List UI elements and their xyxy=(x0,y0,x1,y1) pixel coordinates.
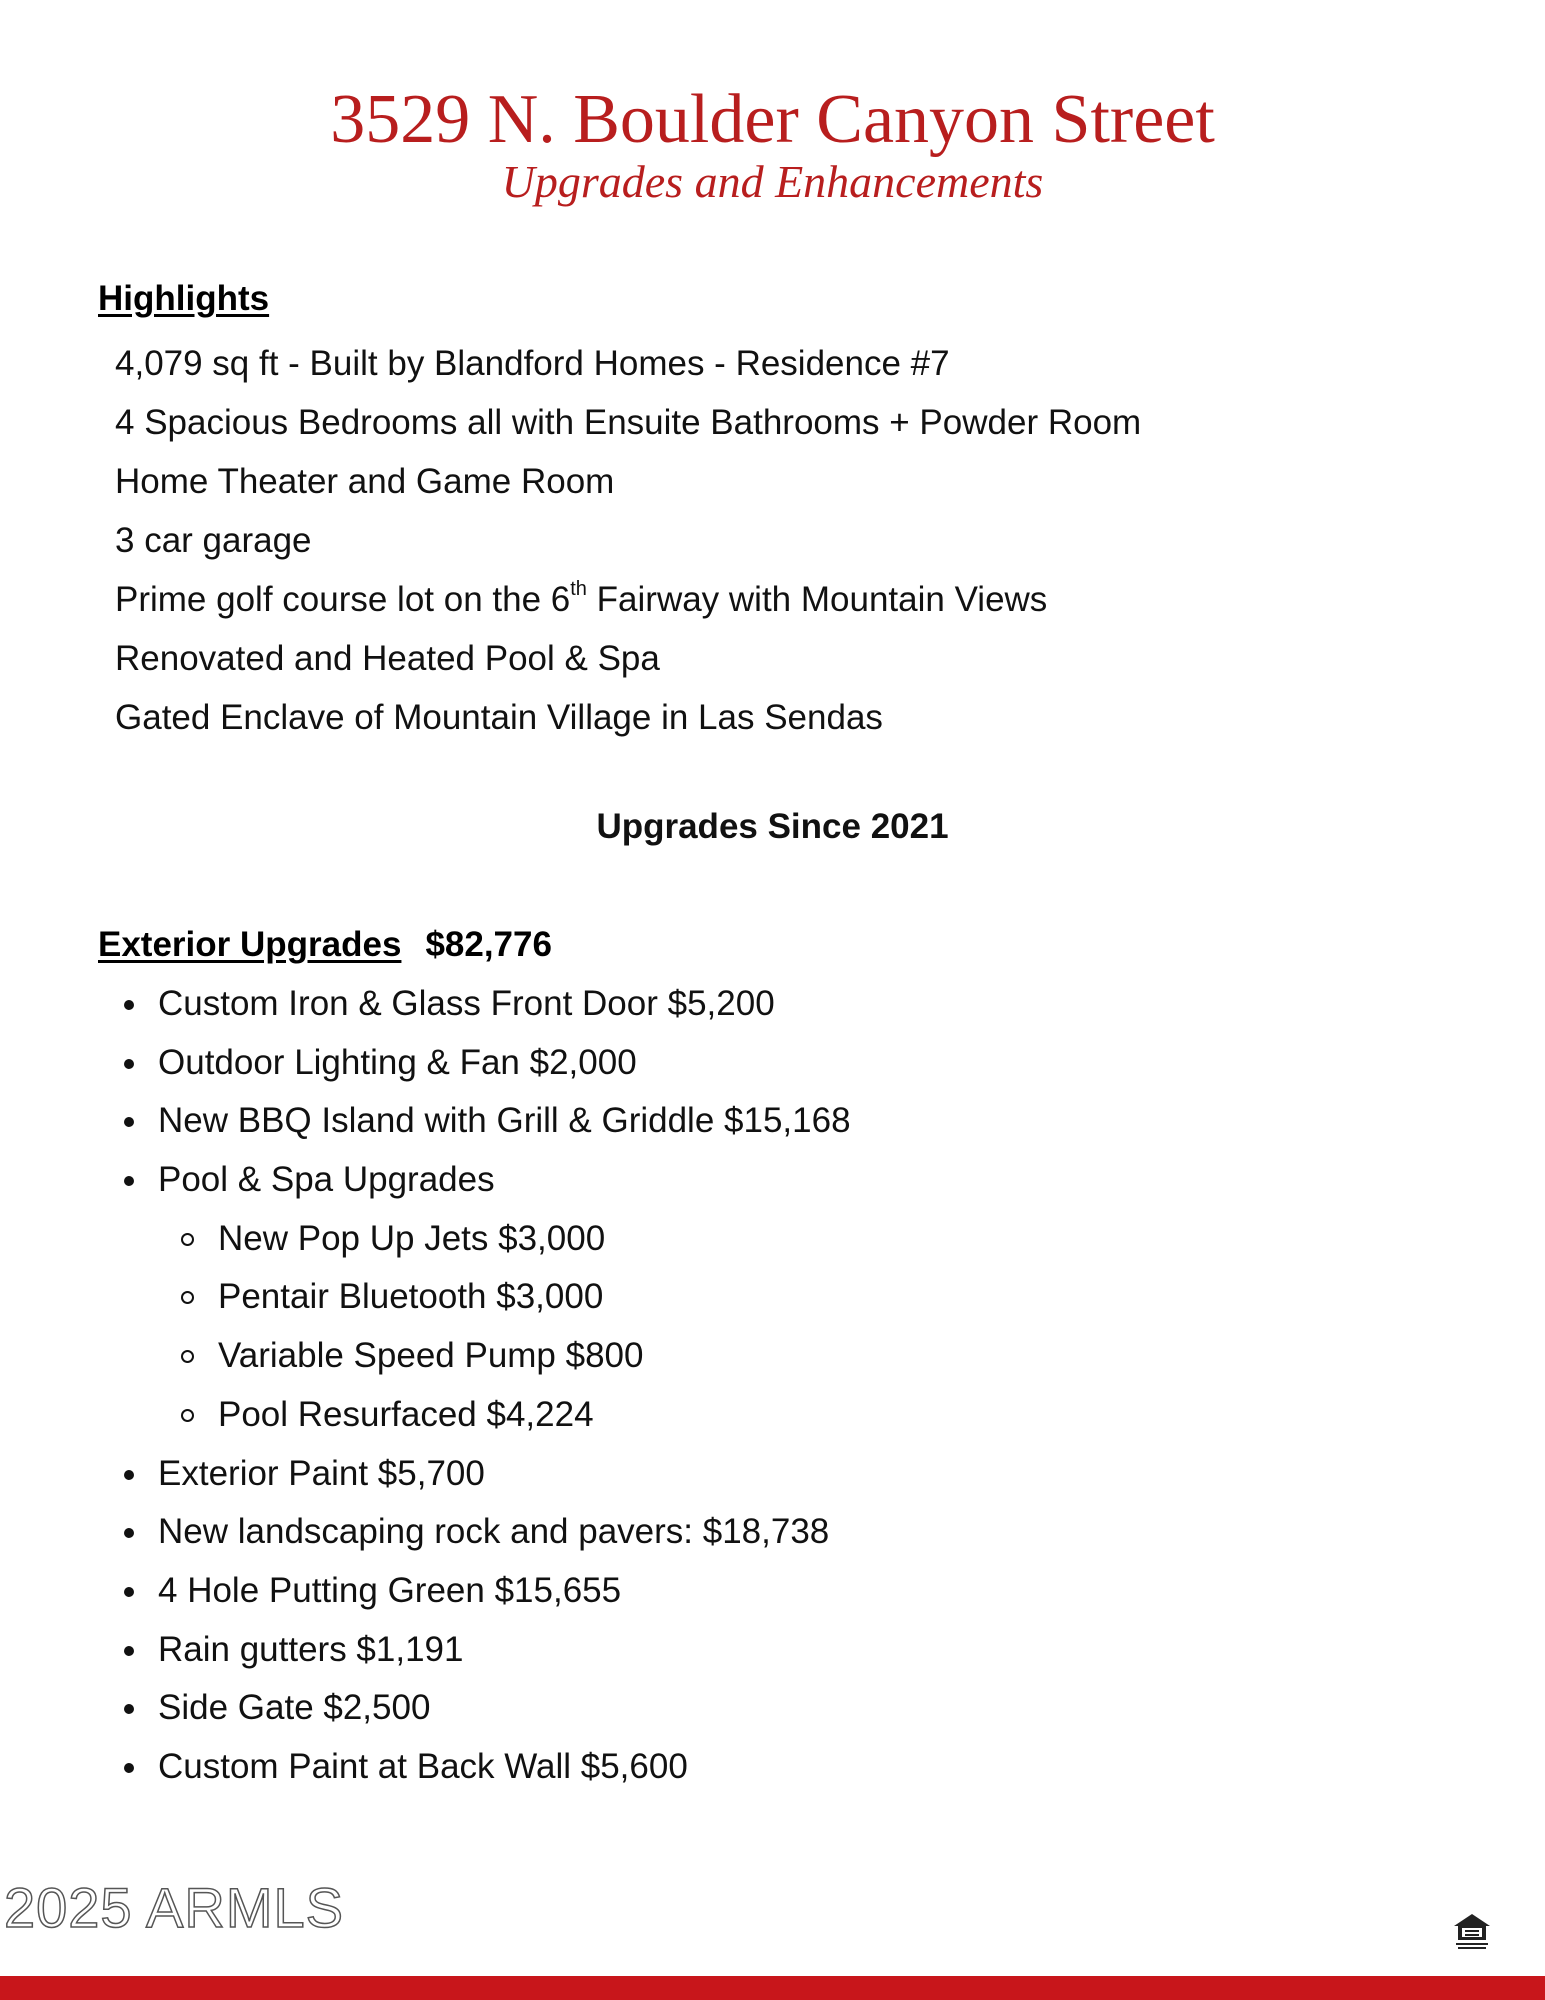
highlight-item: Gated Enclave of Mountain Village in Las Sendas xyxy=(115,698,883,737)
upgrade-item: Outdoor Lighting & Fan $2,000 xyxy=(110,1034,851,1093)
upgrade-item: New BBQ Island with Grill & Griddle $15,168 xyxy=(110,1092,851,1151)
upgrade-subitem: Pentair Bluetooth $3,000 xyxy=(110,1268,851,1327)
highlights-list xyxy=(115,334,1141,747)
upgrade-subitem: Pool Resurfaced $4,224 xyxy=(110,1386,851,1445)
upgrades-section-title: Upgrades Since 2021 xyxy=(596,807,949,846)
armls-watermark: 2025 ARMLS xyxy=(4,1876,344,1939)
upgrade-item: Rain gutters $1,191 xyxy=(110,1621,851,1680)
document-subtitle: Upgrades and Enhancements xyxy=(501,156,1044,207)
exterior-upgrades-total: $82,776 xyxy=(425,925,552,964)
upgrade-subitem: New Pop Up Jets $3,000 xyxy=(110,1210,851,1269)
upgrade-item: 4 Hole Putting Green $15,655 xyxy=(110,1562,851,1621)
highlight-item xyxy=(115,570,1141,629)
exterior-upgrades-list xyxy=(110,975,851,1797)
footer-bar xyxy=(0,1976,1545,2000)
highlight-item: Renovated and Heated Pool & Spa xyxy=(115,639,660,678)
exterior-upgrades-heading xyxy=(98,924,552,966)
upgrade-item: Custom Paint at Back Wall $5,600 xyxy=(110,1738,851,1797)
equal-housing-opportunity-icon xyxy=(1450,1910,1494,1954)
highlight-item: Home Theater and Game Room xyxy=(115,462,615,501)
highlights-heading xyxy=(98,278,269,320)
highlight-superscript: th xyxy=(570,578,587,600)
upgrade-subitem: Variable Speed Pump $800 xyxy=(110,1327,851,1386)
highlight-item: 4 Spacious Bedrooms all with Ensuite Bathrooms + Powder Room xyxy=(115,403,1142,442)
upgrade-item: New landscaping rock and pavers: $18,738 xyxy=(110,1503,851,1562)
upgrade-item: Custom Iron & Glass Front Door $5,200 xyxy=(110,975,851,1034)
upgrade-item: Pool & Spa Upgrades xyxy=(110,1151,851,1210)
highlight-text-before: Prime golf course lot on the 6 xyxy=(115,580,571,619)
upgrade-item: Exterior Paint $5,700 xyxy=(110,1445,851,1504)
document-title: 3529 N. Boulder Canyon Street xyxy=(330,81,1215,158)
highlight-text-after: Fairway with Mountain Views xyxy=(586,580,1048,619)
exterior-upgrades-label: Exterior Upgrades xyxy=(98,925,402,964)
highlight-item: 4,079 sq ft - Built by Blandford Homes - Residence #7 xyxy=(115,344,950,383)
highlights-heading-label: Highlights xyxy=(98,279,270,318)
upgrade-item: Side Gate $2,500 xyxy=(110,1679,851,1738)
highlight-item: 3 car garage xyxy=(115,521,312,560)
